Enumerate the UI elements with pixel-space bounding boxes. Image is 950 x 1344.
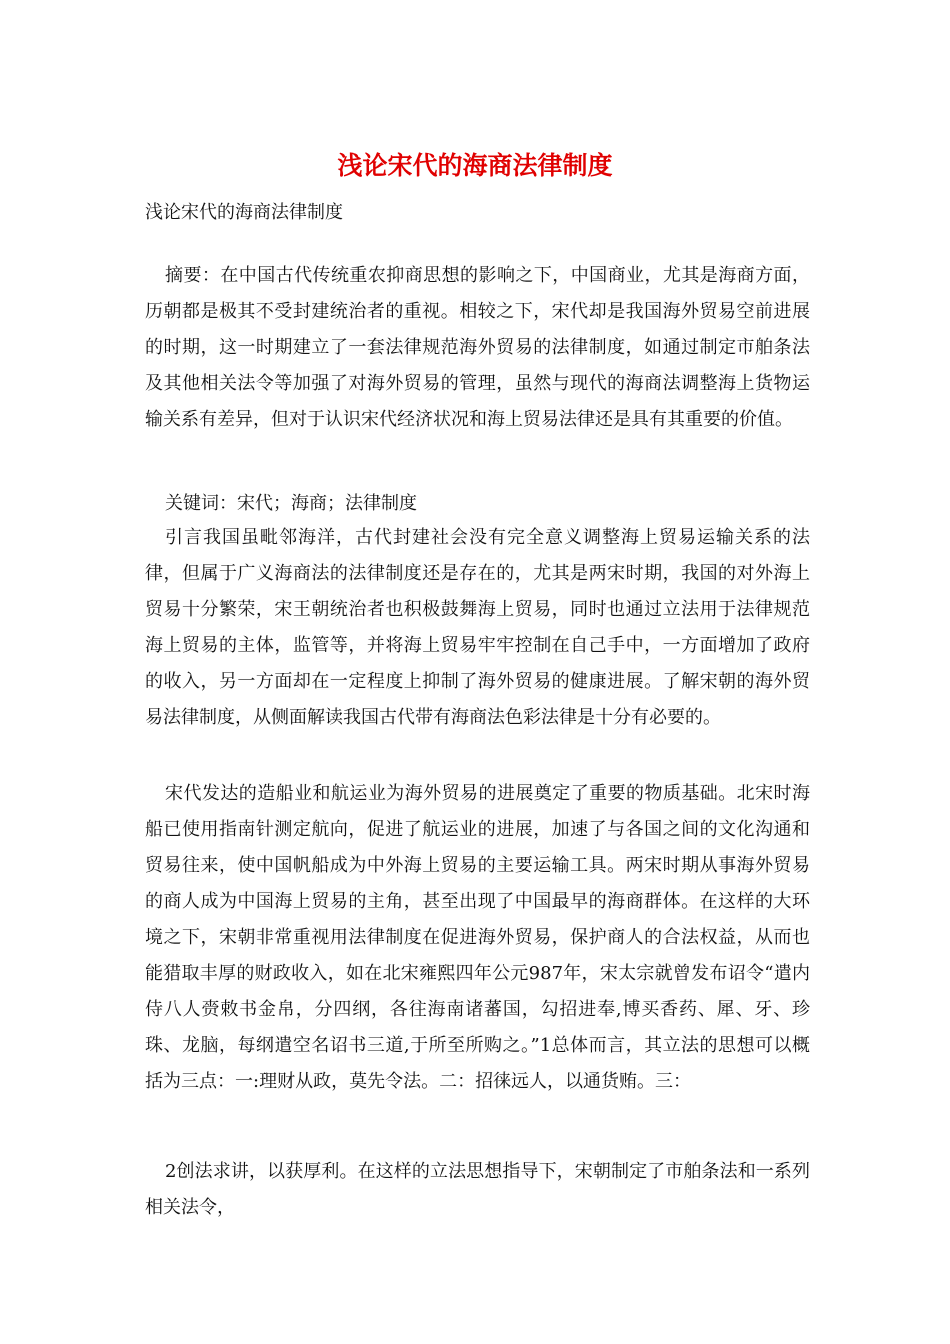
document-title: 浅论宋代的海商法律制度	[337, 151, 613, 180]
abstract-paragraph: 摘要：在中国古代传统重农抑商思想的影响之下，中国商业，尤其是海商方面，历朝都是极其不受封建统治者的重视。相较之下，宋代却是我国海外贸易空前进展的时期，这一时期建立了一套法律规范海外贸易的法律制度，如通过制定市舶条法及其他相关法令等加强了对海外贸易的管理，虽然与现代的海商法调整海上货物运输关系有差异，但对于认识宋代经济状况和海上贸易法律还是具有其重要的价值。	[145, 265, 810, 430]
document-subtitle: 浅论宋代的海商法律制度	[145, 202, 343, 223]
main-paragraph: 宋代发达的造船业和航运业为海外贸易的进展奠定了重要的物质基础。北宋时海船已使用指南针测定航向，促进了航运业的进展，加速了与各国之间的文化沟通和贸易往来，使中国帆船成为中外海上贸易的主要运输工具。两宋时期从事海外贸易的商人成为中国海上贸易的主角，甚至出现了中国最早的海商群体。在这样的大环境之下，宋朝非常重视用法律制度在促进海外贸易，保护商人的合法权益，从而也能猎取丰厚的财政收入，如在北宋雍熙四年公元987年，宋太宗就曾发布诏令“遣内侍八人赍敕书金帛，分四纲，各往海南诸蕃国，勾招进奉,博买香药、犀、牙、珍珠、龙脑，每纲遣空名诏书三道,于所至所购之。”1总体而言，其立法的思想可以概括为三点：一:理财从政，莫先令法。二：招徕远人，以通货贿。三：	[145, 783, 810, 1092]
keywords-paragraph: 关键词：宋代；海商；法律制度	[165, 493, 417, 514]
intro-paragraph: 引言我国虽毗邻海洋，古代封建社会没有完全意义调整海上贸易运输关系的法律，但属于广义海商法的法律制度还是存在的，尤其是两宋时期，我国的对外海上贸易十分繁荣，宋王朝统治者也积极鼓舞海上贸易，同时也通过立法用于法律规范海上贸易的主体，监管等，并将海上贸易牢牢控制在自己手中，一方面增加了政府的收入，另一方面却在一定程度上抑制了海外贸易的健康进展。了解宋朝的海外贸易法律制度，从侧面解读我国古代带有海商法色彩法律是十分有必要的。	[145, 527, 810, 728]
continuation-paragraph: 2创法求讲，以获厚利。在这样的立法思想指导下，宋朝制定了市舶条法和一系列相关法令，	[145, 1161, 810, 1218]
